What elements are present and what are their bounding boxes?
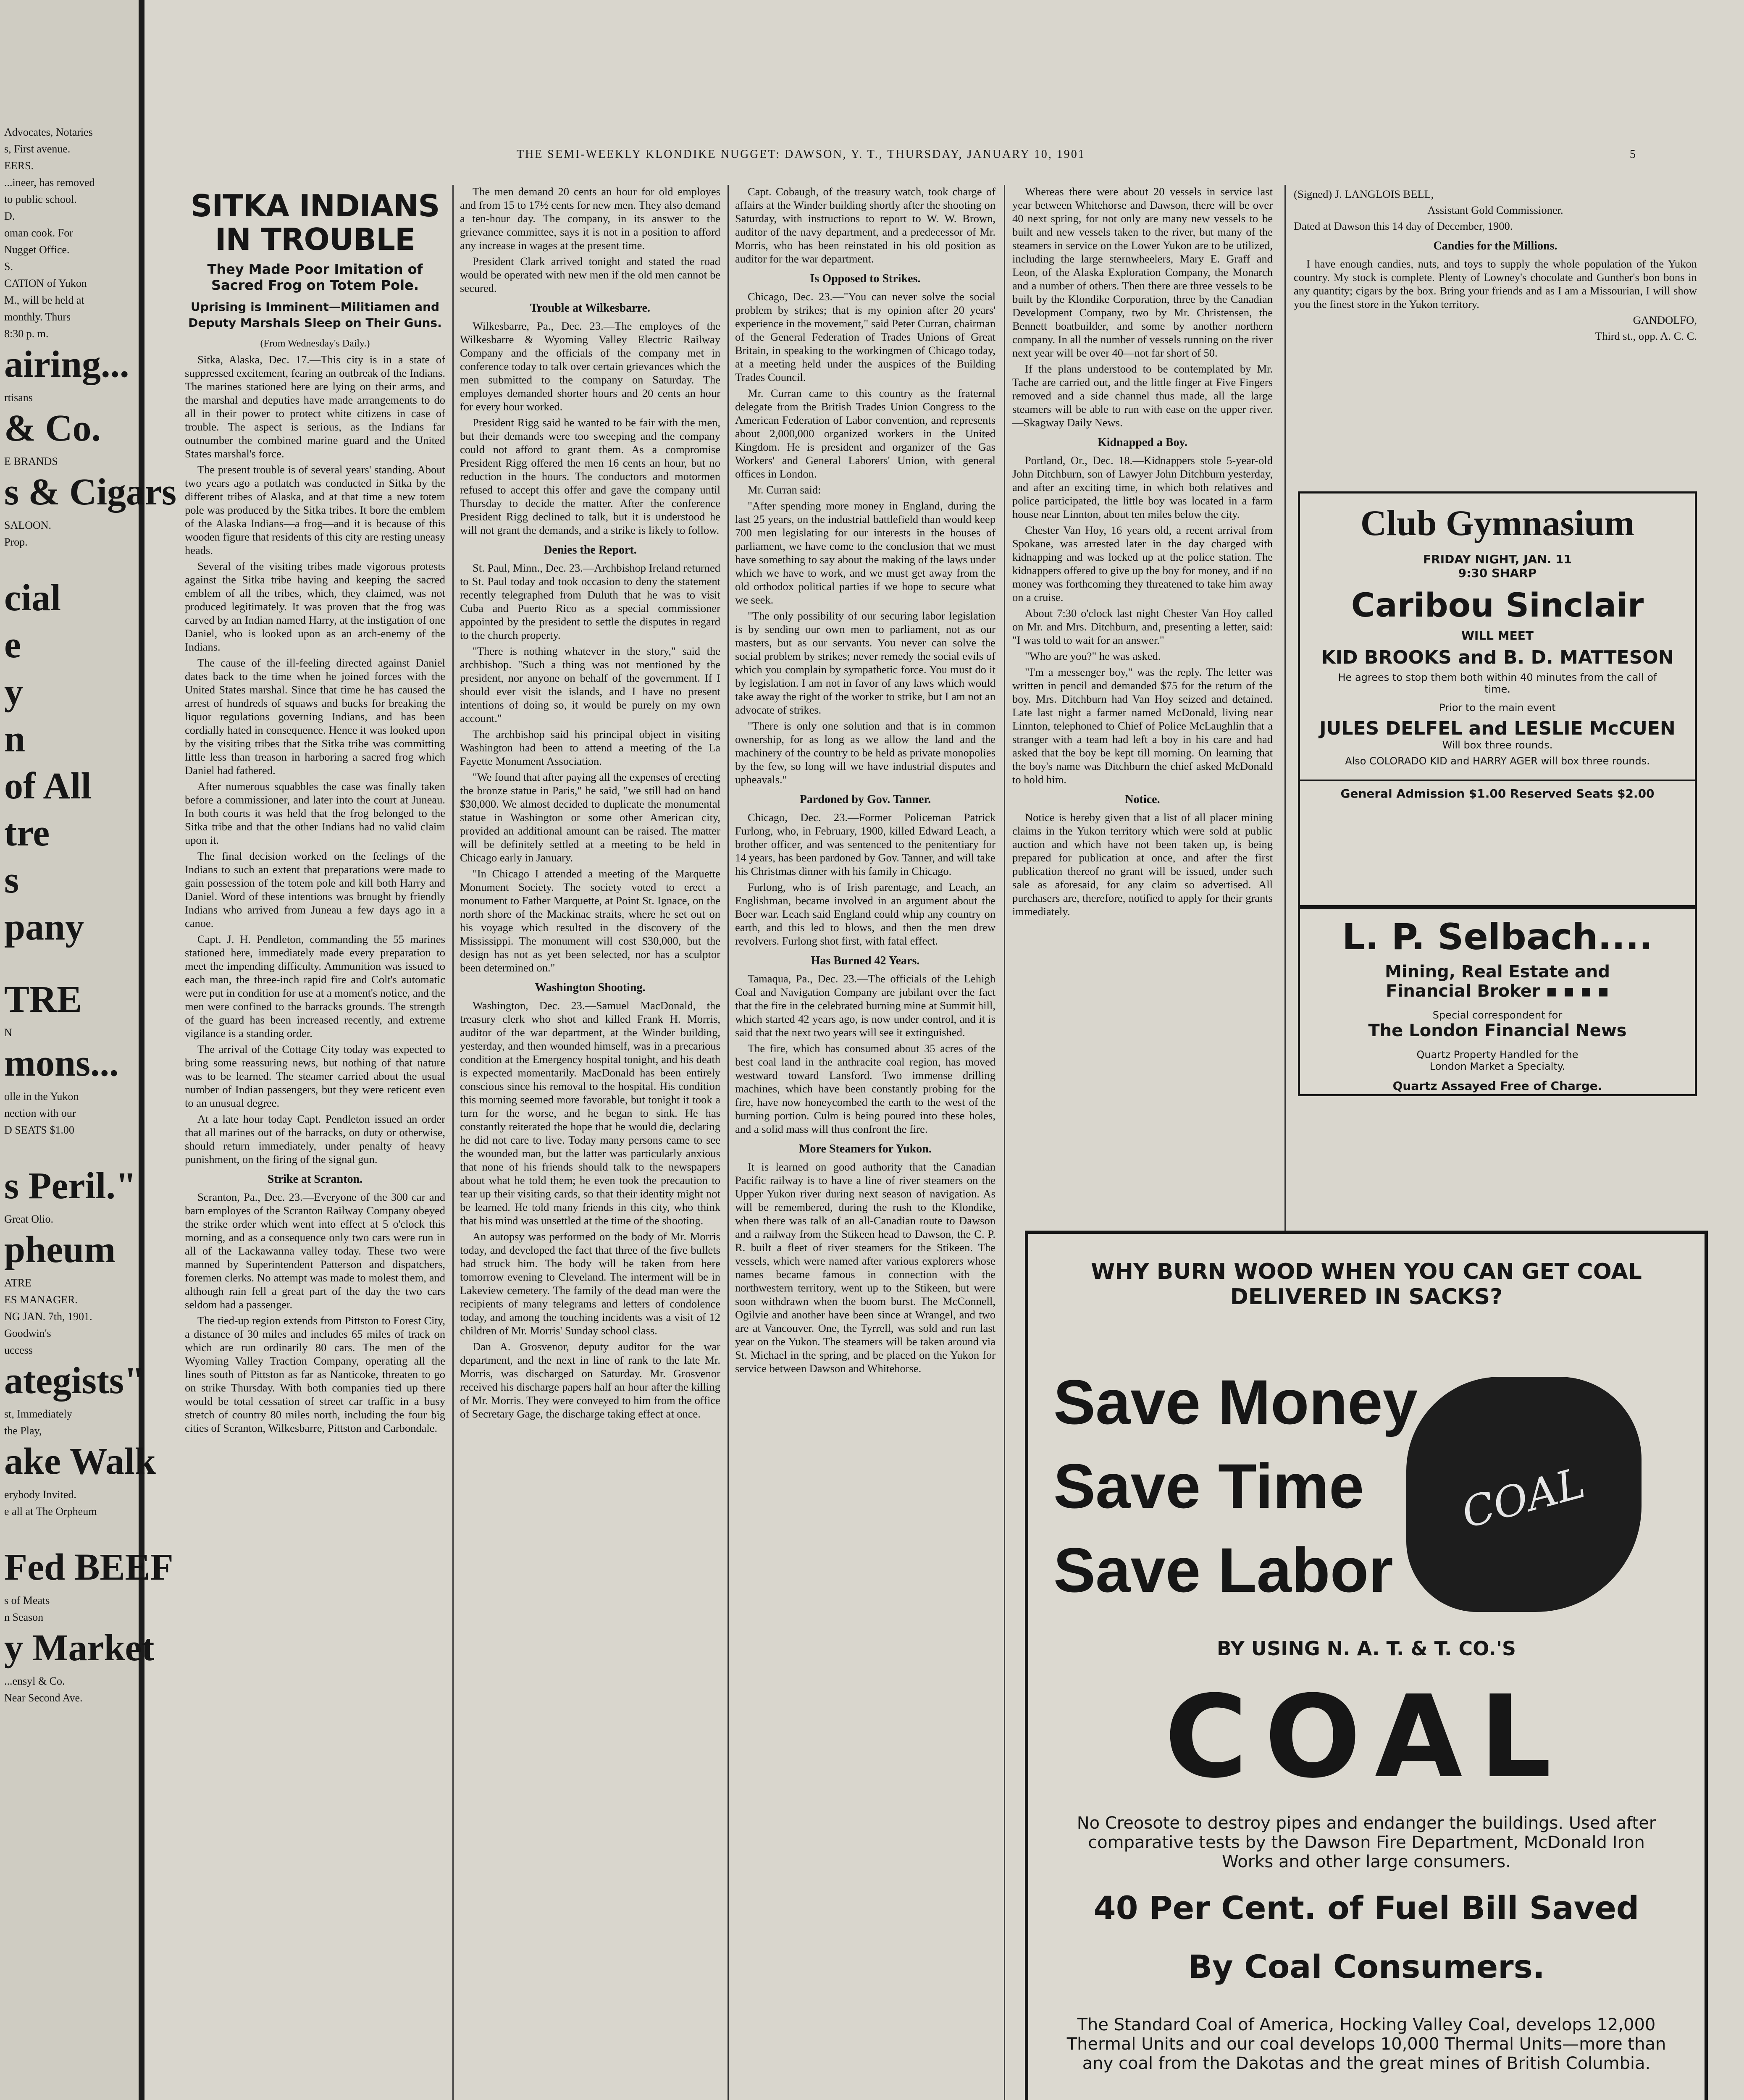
left-page-fragment: Advocates, Notaries [4, 126, 93, 138]
notice-signature-block [1294, 187, 1697, 233]
article-body-sitka [185, 353, 445, 1166]
left-page-fragment: EERS. [4, 160, 34, 172]
left-page-fragment: cial [4, 577, 61, 619]
paragraph: At a late hour today Capt. Pendleton issued an order that all marines out of the barracks, on duty or otherwise, should return immediately, under penalty of heavy punishment, on the firing of the signal gun. [185, 1113, 445, 1166]
dateline: (From Wednesday's Daily.) [260, 338, 370, 349]
left-page-fragment: mons... [4, 1042, 119, 1084]
save-labor: Save Labor [1053, 1535, 1393, 1605]
left-page-fragment: s [4, 859, 19, 901]
left-page-fragment: ES MANAGER. [4, 1294, 78, 1306]
selbach-line4: The London Financial News [1368, 1021, 1627, 1040]
coal-no-creosote: No Creosote to destroy pipes and endanger the buildings. Used after comparative tests by the Dawson Fire Department, McDonald Iron Works and other large consumers. [1077, 1814, 1656, 1872]
left-page-fragment: y [4, 671, 23, 713]
page-number: 5 [1630, 148, 1636, 161]
paragraph: "There is only one solution and that is in common ownership, for as long as we allow the land and the machinery of the country to be held as private monopolies by the few, so long will we have industrial disputes and upheavals." [735, 719, 995, 786]
headline-candies: Candies for the Millions. [1433, 239, 1558, 252]
gym-undercard: JULES DELFEL and LESLIE McCUEN [1319, 718, 1676, 739]
deck-sitka: They Made Poor Imitation of Sacred Frog on Totem Pole. [207, 261, 423, 293]
paragraph: Several of the visiting tribes made vigorous protests against the Sitka tribe having and keeping the sacred emblem of all the tribes, which, they claimed, was not produced legitimately. It was proven that the frog was carved by an Indian named Harry, at the instigation of one Daniel, who is looked upon as an arch-enemy of the Indians. [185, 560, 445, 653]
left-page-fragment: ategists" [4, 1360, 145, 1402]
paragraph: Sitka, Alaska, Dec. 17.—This city is in a state of suppressed excitement, fearing an outbreak of the Indians. The marines stationed here are lying on their arms, and the marshal and deputies have made arrangements to do all in their power to protect white citizens in case of trouble. The aspect is serious, as the Indians far outnumber the combined marine guard and the United States marshal's force. [185, 353, 445, 460]
paragraph: About 7:30 o'clock last night Chester Van Hoy called on Mr. and Mrs. Ditchburn, and, presenting a letter, said: "I was told to wait for an answer." [1012, 607, 1273, 646]
paragraph: Chester Van Hoy, 16 years old, a recent arrival from Spokane, was arrested later in the day charged with kidnapping and was locked up at the police station. The kidnappers offered to give up the boy for money, and if no money was forthcoming they threatened to take him away on a cruise. [1012, 524, 1273, 604]
left-page-fragment: olle in the Yukon [4, 1090, 79, 1102]
left-page-fragment: airing... [4, 344, 129, 385]
left-page-fragment: of All [4, 765, 92, 807]
left-page-fragment: s & Cigars [4, 471, 176, 513]
paragraph: Tamaqua, Pa., Dec. 23.—The officials of the Lehigh Coal and Navigation Company are jubilant over the fact that the fire in the celebrated burning mine at Summit hill, which started 42 years ago, is now under control, and it is said that the next two years will see it extinguished. [735, 972, 995, 1039]
headline-denies: Denies the Report. [544, 543, 637, 556]
masthead-title: THE SEMI-WEEKLY KLONDIKE NUGGET: DAWSON, Y. T., THURSDAY, JANUARY 10, 1901 [517, 148, 1085, 161]
column-2 [460, 185, 720, 2100]
candies-text: I have enough candies, nuts, and toys to supply the whole population of the Yukon country. My stock is complete. Plenty of Lowney's chocolate and Gunther's bon bons in any quantity; cigars by the box. Bring your friends and as I am a Missourian, I will show you the finest store in the Yukon territory. [1294, 257, 1697, 310]
coal-sack-illustration [1406, 1377, 1642, 1612]
left-page-fragment: pany [4, 906, 84, 948]
left-page-fragment: Prop. [4, 536, 28, 548]
coal-by-consumers: By Coal Consumers. [1188, 1948, 1545, 1985]
left-page-fragment: n [4, 718, 26, 760]
paragraph: Capt. J. H. Pendleton, commanding the 55 marines stationed here, immediately made every preparation to meet the impending difficulty. Ammunition was issued to each man, the three-inch rapid fire and Colt's automatic were put in condition for use at a moment's notice, and the men were confined to the barracks grounds. The strength of the guard has been increased recently, and extreme vigilance is a standing order. [185, 933, 445, 1040]
paragraph: The final decision worked on the feelings of the Indians to such an extent that preparations were made to gain possession of the totem pole and kill both Harry and Daniel. Word of these intentions was brought by friendly Indians who arrived from Juneau a few days ago in a canoe. [185, 850, 445, 929]
column-3 [735, 185, 995, 2100]
paragraph: Chicago, Dec. 23.—Former Policeman Patrick Furlong, who, in February, 1900, killed Edward Leach, a brother officer, and was sentenced to the penitentiary for 14 years, has been pardoned by Gov. Tanner, and will take his Christmas dinner with his family in Chicago. [735, 811, 995, 877]
paragraph: Furlong, who is of Irish parentage, and Leach, an Englishman, became involved in an argument about the Boer war. Leach said England could whip any country on earth, and this led to blows, and then the men drew revolvers. Furlong shot first, with fatal effect. [735, 881, 995, 947]
column-4 [1012, 185, 1273, 1218]
selbach-line7: Quartz Assayed Free of Charge. [1392, 1079, 1602, 1093]
selbach-line3: Special correspondent for [1432, 1009, 1563, 1021]
headline-opposed: Is Opposed to Strikes. [810, 272, 921, 285]
coal-ad [1025, 1231, 1708, 2100]
headline-steamers: More Steamers for Yukon. [799, 1142, 932, 1155]
selbach-name: L. P. Selbach.... [1342, 916, 1653, 958]
left-page-fragment: SALOON. [4, 519, 51, 531]
gym-prior: Prior to the main event [1439, 702, 1556, 714]
headline-sitka: SITKA INDIANS IN TROUBLE [190, 188, 440, 257]
gym-date: FRIDAY NIGHT, JAN. 11 [1423, 552, 1572, 566]
gym-rounds: Will box three rounds. [1442, 739, 1553, 751]
left-page-fragment: the Play, [4, 1425, 42, 1437]
left-page-fragment: s of Meats [4, 1594, 50, 1606]
headline-scranton: Strike at Scranton. [267, 1173, 363, 1186]
gym-admission: General Admission $1.00 Reserved Seats $2.00 [1300, 780, 1695, 801]
column-rule [452, 185, 454, 2100]
left-page-fragment: to public school. [4, 193, 77, 205]
left-page-fragment: Nugget Office. [4, 244, 70, 256]
selbach-line2: Financial Broker ▪ ▪ ▪ ▪ [1386, 982, 1609, 1001]
paragraph: Washington, Dec. 23.—Samuel MacDonald, the treasury clerk who shot and killed Frank H. Morris, auditor of the war department, at the Winder building, yesterday, and then wounded himself, was in a precarious condition at the Emergency hospital tonight, and his death is expected momentarily. MacDonald has been entirely conscious since his removal to the hospital. His condition this morning seemed more favorable, but tonight it took a turn for the worse, and he began to sink. He has constantly reiterated the hope that he would die, declaring he did not care to live. Today many persons came to see the wounded man, but the latter was particularly anxious that none of his friends should talk to the newspapers about what he told them; he even took the precaution to tear up their visiting cards, so that their identity might not be learned. He told many friends in this city, who think that his mind was unsettled at the time of the shooting. [460, 999, 720, 1227]
candies-name: GANDOLFO, [1633, 314, 1697, 326]
notice-signature: (Signed) J. LANGLOIS BELL, [1294, 188, 1434, 200]
paragraph: President Rigg said he wanted to be fair with the men, but their demands were too sweeping and the company could not afford to grant them. As a compromise President Rigg offered the men 16 cents an hour, but no reduction in the hours. The conductors and motormen refused to accept this offer and gave the company until Thursday to decide the matter. After the conference President Rigg declined to talk, but it is understood he will not grant the demands, and a strike is likely to follow. [460, 416, 720, 536]
column-1 [185, 185, 445, 2100]
headline-burned: Has Burned 42 Years. [811, 954, 920, 967]
paragraph: "The only possibility of our securing labor legislation is by sending our own men to parliament, not as our masters, but as our servants. You never can solve the social problem by strikes; never remedy the social evils of which you complain by sympathetic force. You must do it by legislation. I am not in favor of any laws which would take away the right of the worker to strike, but I am not an advocate of strikes. [735, 609, 995, 716]
left-page-fragment: y Market [4, 1627, 155, 1669]
paragraph: An autopsy was performed on the body of Mr. Morris today, and developed the fact that three of the five bullets had struck him. The body will be taken from here tomorrow evening to Cleveland. The interment will be in Lakeview cemetery. The family of the dead man were the recipients of many telegrams and letters of condolence today, and among the touching incidents was a visit of 12 children of Mr. Morris' Sunday school class. [460, 1230, 720, 1337]
paragraph: The archbishop said his principal object in visiting Washington had been to attend a meeting of the La Fayette Monument Association. [460, 728, 720, 767]
left-page-fragment: D. [4, 210, 15, 222]
paragraph: Wilkesbarre, Pa., Dec. 23.—The employes of the Wilkesbarre & Wyoming Valley Electric Railway Company and the officials of the company met in conference today to talk over certain grievances which the men submitted to the company on Saturday. The employes demanded shorter hours and 20 cents an hour for every hour worked. [460, 320, 720, 413]
paragraph: "We found that after paying all the expenses of erecting the bronze statue in Paris," he said, "we still had on hand $30,000. We almost decided to duplicate the monumental statue in Washington or some other American city, provided an additional amount can be raised. The matter will be definitely settled at a meeting to be held in Chicago early in January. [460, 771, 720, 864]
left-page-fragment: Near Second Ave. [4, 1692, 83, 1704]
gym-will-meet: WILL MEET [1461, 629, 1534, 643]
gym-also: Also COLORADO KID and HARRY AGER will box three rounds. [1345, 755, 1650, 767]
paragraph: "Who are you?" he was asked. [1025, 650, 1161, 662]
headline-notice: Notice. [1125, 793, 1160, 806]
selbach-ad [1298, 907, 1697, 1096]
left-page-fragment: S. [4, 260, 13, 273]
notice-text: Notice is hereby given that a list of all placer mining claims in the Yukon territory which were sold at public auction and which have not been taken up, is being prepared for publication at once, and after the first publication thereof no grant will be issued, under such sale as aforesaid, for any claim so advertised. All purchasers are, therefore, notified to apply for their grants immediately. [1012, 811, 1273, 918]
left-page-fragment: & Co. [4, 407, 101, 449]
left-page-fragment: ...ineer, has removed [4, 176, 95, 189]
left-page-fragment: Goodwin's [4, 1327, 51, 1339]
paragraph: "There is nothing whatever in the story," said the archbishop. "Such a thing was not mentioned by the president, nor anyone on behalf of the government. If I should ever visit the islands, and I have no present intentions of doing so, it would be purely on my own account." [460, 645, 720, 724]
left-page-fragment: s, First avenue. [4, 143, 71, 155]
left-page-fragment: ake Walk [4, 1441, 156, 1482]
left-page-fragment: tre [4, 812, 50, 854]
left-page-fragment: n Season [4, 1611, 44, 1623]
notice-title: Assistant Gold Commissioner. [1427, 204, 1563, 216]
candies-address: Third st., opp. A. C. C. [1595, 330, 1697, 342]
paragraph: The tied-up region extends from Pittston to Forest City, a distance of 30 miles and includes 65 miles of track on which are run ordinarily 80 cars. The men of the Wyoming Valley Traction Company, operating all the lines south of Pittston as far as Nanticoke, threaten to go on strike Thursday. With both companies tied up there would be total cessation of street car traffic in a busy stretch of country 80 miles north, including the four big cities of Scranton, Wilkesbarre, Pittston and Carbondale. [185, 1314, 445, 1434]
paragraph: Dan A. Grosvenor, deputy auditor for the war department, and the next in line of rank to the late Mr. Morris, was discharged on Saturday. Mr. Grosvenor received his discharge papers half an hour after the killing of Mr. Morris. They were conveyed to him from the office of Secretary Gage, the discharge taking effect at once. [460, 1340, 720, 1420]
left-page-fragment: Fed BEEF [4, 1546, 173, 1588]
paragraph: The fire, which has consumed about 35 acres of the best coal land in the anthracite coal region, has moved westward toward Lansford. Two immense drilling machines, which have been constantly probing for the fire, have now honeycombed the earth to the west of the burning portion. Culm is being poured into these holes, and a solid mass will thus confront the fire. [735, 1042, 995, 1135]
paragraph: Scranton, Pa., Dec. 23.—Everyone of the 300 car and barn employes of the Scranton Railway Company obeyed the strike order which went into effect at 5 o'clock this morning, and as a consequence only two cars were run in all of the Lackawanna valley today. These two were manned by Superintendent Patterson and dispatchers, foremen clerks. No attempt was made to molest them, and although rain fell a great part of the day the two cars seldom had a passenger. [185, 1191, 445, 1311]
paragraph: It is learned on good authority that the Canadian Pacific railway is to have a line of river steamers on the Upper Yukon river during next season of navigation. As will be remembered, during the rush to the Klondike, when there was talk of an all-Canadian route to Dawson and a railway from the Stikeen head to Dawson, the C. P. R. built a fleet of river steamers for the Stikeen. The vessels, which were named after various explorers whose names became famous in connection with the northwestern territory, went up to the Stikeen, but were soon withdrawn when the boom burst. The McConnell, Ogilvie and another have been since at Wrangel, and two are at Vancouver. One, the Tyrrell, was sold and run last year on the Yukon. The steamers will be taken around via St. Michael in the spring, and be placed on the Yukon for service between Dawson and Whitehorse. [735, 1160, 995, 1375]
left-page-fragment: uccess [4, 1344, 33, 1356]
save-time: Save Time [1053, 1451, 1364, 1521]
left-page-fragment: TRE [4, 979, 82, 1020]
paragraph: Whereas there were about 20 vessels in service last year between Whitehorse and Dawson, there will be over 40 next spring, for not only are many new vessels to be built and new vessels taken to the river, but many of the steamers in service on the Lower Yukon are to be utilized, including the large sternwheelers, Mary E. Graff and Leon, of the Alaska Exploration Company, the Monarch and a number of others. Then there are three vessels to be built by the Klondike Corporation, three by the Canadian Development Company, two by Mr. Christensen, the Bennett boatbuilder, and some by another northern company. In all the number of vessels running on the river next year will be over 40—not far short of 50. [1012, 185, 1273, 359]
save-money: Save Money [1053, 1367, 1418, 1437]
gym-terms: He agrees to stop them both within 40 minutes from the call of time. [1338, 672, 1657, 695]
left-page-fragment: 8:30 p. m. [4, 328, 49, 340]
left-page-fragment: rtisans [4, 391, 33, 404]
paragraph: The cause of the ill-feeling directed against Daniel dates back to the time when he joined forces with the United States marshal. Since that time he has caused the arrest of hundreds of squaws and bucks for breaking the liquor regulations governing Indians, and has been cordially hated in consequence. Hence it was looked upon by the visiting tribes that the Sitka tribe was committing little less than treason in harboring a sacred frog which Daniel had fathered. [185, 656, 445, 777]
gym-time: 9:30 SHARP [1458, 566, 1537, 580]
notice-dated: Dated at Dawson this 14 day of December, 1900. [1294, 220, 1513, 232]
coal-using: BY USING N. A. T. & T. CO.'S [1216, 1637, 1516, 1660]
coal-standard: The Standard Coal of America, Hocking Valley Coal, develops 12,000 Thermal Units and our coal develops 10,000 Thermal Units—more than any coal from the Dakotas and the great mines of British Columbia. [1066, 2015, 1666, 2073]
paragraph: The present trouble is of several years' standing. About two years ago a potlatch was conducted in Sitka by the different tribes of Alaska, and at that time a new totem pole was produced by the Sitka tribes. It bore the emblem of the Alaska Indians—a frog—and it is because of this wooden figure that residents of this city are resting uneasy heads. [185, 463, 445, 556]
headline-washington: Washington Shooting. [535, 981, 646, 994]
paragraph: After numerous squabbles the case was finally taken before a commissioner, and later into the court at Juneau. In both courts it was held that the frog belonged to the Sitka tribe and that the other Indians had no valid claim upon it. [185, 780, 445, 846]
paragraph: "In Chicago I attended a meeting of the Marquette Monument Society. The society voted to erect a monument to Father Marquette, at Point St. Ignace, on the north shore of the Mackinac straits, where he set out on his voyage which resulted in the discovery of the Mississippi. The monument will cost $30,000, but the design has not as yet been selected, nor has a sculptor been determined on." [460, 867, 720, 974]
left-page-fragment: s Peril." [4, 1165, 137, 1207]
gym-title: Club Gymnasium [1360, 503, 1635, 543]
left-page-fragment: M., will be held at [4, 294, 84, 306]
paragraph: The men demand 20 cents an hour for old employes and from 15 to 17½ cents for new men. They also demand a ten-hour day. The company, in its answer to the grievance committee, says it is not in a position to afford any increase in wages at the present time. [460, 185, 720, 252]
left-page-fragment: ATRE [4, 1277, 32, 1289]
paragraph: Mr. Curran came to this country as the fraternal delegate from the British Trades Union Congress to the American Federation of Labor convention, and represents about 2,000,000 organized workers in the United Kingdom. He is president and organizer of the Gas Workers' and General Laborers' Union, with general offices in London. [735, 387, 995, 480]
left-page-fragment: Great Olio. [4, 1213, 53, 1225]
left-page-fragment: e [4, 624, 21, 666]
selbach-line6: London Market a Specialty. [1429, 1060, 1565, 1072]
headline-kidnapped: Kidnapped a Boy. [1098, 436, 1187, 449]
gymnasium-ad [1298, 491, 1697, 907]
adjacent-page-fragment [0, 0, 176, 2100]
selbach-line5: Quartz Property Handled for the [1416, 1049, 1579, 1060]
paragraph: "After spending more money in England, during the last 25 years, on the industrial battlefield than would keep 700 men legislating for our interests in the houses of parliament, we have come to the conclusion that we must have something to say about the making of the laws under which we have to work, and we must get away from the old orthodox political parties if we hope to secure what we seek. [735, 499, 995, 606]
paragraph: President Clark arrived tonight and stated the road would be operated with new men if the old men cannot be secured. [460, 255, 720, 294]
paragraph: The arrival of the Cottage City today was expected to bring some reassuring news, but nothing of that nature was to be learned. The steamer carried about the usual number of Indian passengers, but they were reticent even to an unusual degree. [185, 1043, 445, 1109]
left-page-fragment: NG JAN. 7th, 1901. [4, 1310, 92, 1323]
left-page-fragment: CATION of Yukon [4, 277, 87, 289]
gym-main-event: Caribou Sinclair [1351, 587, 1644, 625]
headline-pardoned: Pardoned by Gov. Tanner. [799, 793, 931, 806]
left-page-fragment: D SEATS $1.00 [4, 1124, 74, 1136]
left-page-fragment: e all at The Orpheum [4, 1505, 97, 1517]
gym-opponents: KID BROOKS and B. D. MATTESON [1321, 647, 1674, 668]
left-page-fragment: monthly. Thurs [4, 311, 71, 323]
paragraph: Capt. Cobaugh, of the treasury watch, took charge of affairs at the Winder building shortly after the shooting on Saturday, with instructions to report to W. W. Brown, auditor of the navy department, and a predecessor of Mr. Morris, who has been reinstated in his old position as auditor for the war department. [735, 185, 995, 265]
selbach-line1: Mining, Real Estate and [1384, 962, 1610, 982]
paragraph: "I'm a messenger boy," was the reply. The letter was written in pencil and demanded $75 for the return of the boy. Mrs. Ditchburn had Van Hoy seized and detained. Late last night a farmer named McDonald, living near Linnton, telephoned to Chief of Police McLaughlin that a stranger with a team had left a boy in his care and had asked that the boy be kept till morning. On learning that the boy's name was Ditchburn the chief asked McDonald to hold him. [1012, 666, 1273, 786]
left-page-fragment: N [4, 1026, 12, 1039]
paragraph: If the plans understood to be contemplated by Mr. Tache are carried out, and the little finger at Five Fingers removed and a side channel thus made, all the large steamers will be able to run with ease on the upper river.—Skagway Daily News. [1012, 362, 1273, 429]
left-page-fragment: oman cook. For [4, 227, 73, 239]
paragraph: Mr. Curran said: [748, 483, 821, 496]
left-page-fragment: erybody Invited. [4, 1488, 76, 1501]
column-rule [1004, 185, 1005, 2100]
left-page-fragment: E BRANDS [4, 455, 58, 467]
subdeck-sitka: Uprising is Imminent—Militiamen and Deputy Marshals Sleep on Their Guns. [188, 300, 442, 330]
left-page-fragment: pheum [4, 1229, 116, 1270]
coal-big-word: COAL [1164, 1671, 1568, 1803]
headline-wilkesbarre: Trouble at Wilkesbarre. [530, 302, 650, 315]
coal-headline: WHY BURN WOOD WHEN YOU CAN GET COAL DELIVERED IN SACKS? [1091, 1259, 1642, 1310]
coal-percent: 40 Per Cent. of Fuel Bill Saved [1093, 1889, 1639, 1927]
save-lines [1053, 1360, 1418, 1612]
paragraph: Portland, Or., Dec. 18.—Kidnappers stole 5-year-old John Ditchburn, son of Lawyer John Ditchburn yesterday, and after an exciting time, in which both relatives and police participated, the little boy was located in a farm house near Linnton, about ten miles below the city. [1012, 454, 1273, 520]
coal-sack-label: COAL [1456, 1458, 1590, 1538]
paragraph: Chicago, Dec. 23.—"You can never solve the social problem by strikes; that is my opinion after 20 years' experience in the movement," said Peter Curran, chairman of the General Federation of Trades Unions of Great Britain, in speaking to the workingmen of Chicago today, at a meeting held under the auspices of the Building Trades Council. [735, 290, 995, 383]
paragraph: St. Paul, Minn., Dec. 23.—Archbishop Ireland returned to St. Paul today and took occasion to deny the statement recently telegraphed from Duluth that he was to visit Cuba and Puerto Rico as a special commissioner appointed by the president to settle the disputes in regard to the church property. [460, 562, 720, 641]
column-rule [728, 185, 729, 2100]
left-page-fragment: st, Immediately [4, 1408, 72, 1420]
left-page-fragment: ...ensyl & Co. [4, 1675, 65, 1687]
left-page-fragment: nection with our [4, 1107, 76, 1119]
